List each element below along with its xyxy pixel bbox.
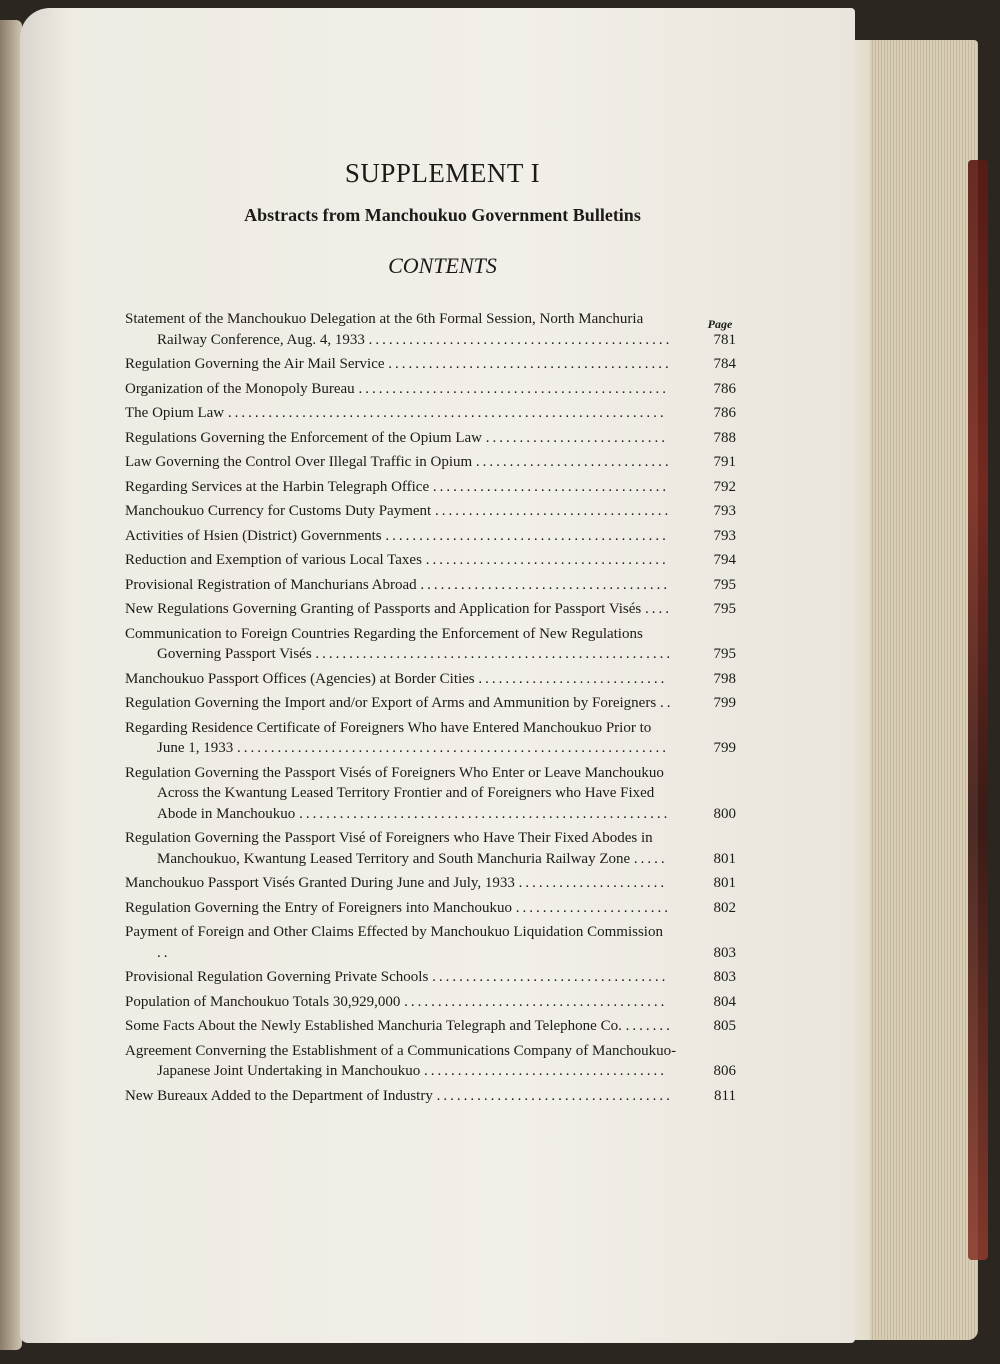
contents-entry [125,309,740,350]
entry-title-text: Some Facts About the Newly Established Manchuria Telegraph and Telephone Co. [125,1018,622,1034]
entry-title-text: Payment of Foreign and Other Claims Effected by Manchoukuo Liquidation Commission [125,924,663,940]
page-stack-edges [840,40,978,1340]
entry-page-number: 801 [713,850,736,867]
dot-leader: .................................... [424,1063,668,1079]
entry-title-text: Regulation Governing the Import and/or Export of Arms and Ammunition by Foreigners [125,695,657,711]
entry-page-number: 795 [713,576,736,593]
entry-title [125,1041,680,1082]
entry-title [125,379,680,400]
entry-page-number: 803 [713,969,736,985]
contents-entry [125,873,740,894]
entry-title-text: Regulations Governing the Enforcement of the Opium Law [125,429,482,446]
entry-title [125,452,680,473]
entry-title-text: New Regulations Governing Granting of Passports and Application for Passport Visés [125,601,642,617]
entry-title [125,873,680,894]
entry-page-number: 803 [713,944,736,961]
contents-entry [125,354,740,375]
dot-leader: ................................................................ [237,740,669,756]
entry-page-number: 793 [713,527,736,544]
dot-leader: ..................................................... [315,646,674,662]
contents-entry [125,526,740,547]
dot-leader: .. [157,944,171,961]
entry-title [125,922,680,963]
supplement-subheading: Abstracts from Manchoukuo Government Bulletins [244,205,641,225]
entry-title-text: Manchoukuo Passport Visés Granted During June and July, 1933 [125,875,515,891]
entry-title-text: Organization of the Monopoly Bureau [125,380,355,397]
entry-title [125,967,680,988]
page-content [125,158,740,1110]
entry-title-text: Provisional Regulation Governing Private Schools [125,969,429,985]
dot-leader: ................................................................. [227,405,667,421]
entry-page-number: 795 [713,601,736,617]
entry-page-number: 788 [713,429,736,446]
contents-entry [125,452,740,473]
entry-title [125,718,680,759]
entry-title [125,575,680,596]
contents-entry [125,967,740,988]
entry-title-text: Provisional Registration of Manchurians Abroad [125,576,417,593]
entry-page-number: 786 [713,380,736,397]
entry-title-text: Reduction and Exemption of various Local Taxes [125,552,422,568]
contents-entry [125,763,740,825]
entry-title-text: Regulation Governing the Passport Visé of Foreigners who Have Their Fixed Abodes in Manchoukuo, Kwantung Leased Territory and South Manchuria Railway Zone [125,830,653,867]
dot-leader: ....................... [515,899,672,916]
entry-title [125,526,680,547]
dot-leader: .......................................... [385,527,669,544]
contents-entry [125,1086,740,1107]
entry-title-text: Manchoukuo Passport Offices (Agencies) at Border Cities [125,670,475,687]
dot-leader: ....... [625,1018,673,1034]
entry-page-number: 798 [713,670,736,687]
contents-entry [125,669,740,690]
contents-entry [125,1016,740,1037]
dot-leader: .................................... [425,552,669,568]
dot-leader: ........................... [485,429,668,446]
entry-title-text: Manchoukuo Currency for Customs Duty Payment [125,503,432,519]
contents-entry [125,693,740,714]
dot-leader: ............................ [478,670,668,687]
dot-leader: ................................... [436,1087,673,1104]
contents-title: CONTENTS [388,253,497,278]
entry-page-number: 786 [713,405,736,421]
entry-title-text: Regulation Governing the Entry of Foreigners into Manchoukuo [125,899,513,916]
contents-entry [125,599,740,620]
entry-page-number: 805 [713,1018,736,1034]
entry-title-text: New Bureaux Added to the Department of Industry [125,1087,433,1104]
entry-title [125,1086,680,1107]
entry-title-text: Regulation Governing the Passport Visés of Foreigners Who Enter or Leave Manchoukuo Across the Kwantung Leased Territory Frontier and of Foreigners who Have Fixed Abode in Manchoukuo [125,764,664,822]
entry-title [125,477,680,498]
entry-title-text: Law Governing the Control Over Illegal Traffic in Opium [125,454,473,470]
dot-leader: .............................................. [358,380,669,397]
entry-page-number: 792 [713,478,736,495]
supplement-heading: SUPPLEMENT I [344,158,541,188]
entry-page-number: 801 [713,875,736,891]
entry-title-text: The Opium Law [125,405,225,421]
entry-page-number: 799 [713,695,736,711]
book-cover-edge [968,160,988,1260]
contents-entry [125,992,740,1013]
dot-leader: ....................................... [404,993,668,1010]
entry-title [125,550,680,571]
entry-page-number: 781 [713,331,736,348]
contents-entry [125,379,740,400]
entry-page-number: 793 [713,503,736,519]
entry-page-number: 804 [713,993,736,1010]
dot-leader: .... [645,601,673,617]
entry-title [125,403,680,424]
entry-page-number: 784 [713,356,736,372]
left-page-edge [0,20,22,1350]
contents-entry [125,403,740,424]
dot-leader: ....................................................... [299,805,671,822]
entry-title [125,693,680,714]
contents-entry [125,550,740,571]
entry-title [125,763,680,825]
entry-title-text: Population of Manchoukuo Totals 30,929,000 [125,993,401,1010]
entry-title-text: Agreement Converning the Establishment of a Communications Company of Manchoukuo-Japanese Joint Undertaking in Manchoukuo [125,1042,677,1079]
entry-title [125,898,680,919]
entry-title [125,501,680,522]
dot-leader: .......................................... [388,356,672,372]
entry-page-number: 791 [713,454,736,470]
entry-title-text: Activities of Hsien (District) Governments [125,527,382,544]
entry-title-text: Regarding Services at the Harbin Telegraph Office [125,478,430,495]
entry-title [125,309,680,350]
contents-list [125,309,740,1106]
contents-entry [125,898,740,919]
entry-title [125,354,680,375]
entry-title [125,599,680,620]
entry-title-text: Regulation Governing the Air Mail Service [125,356,385,372]
entry-page-number: 794 [713,552,736,568]
entry-title [125,1016,680,1037]
dot-leader: ...................... [518,875,668,891]
contents-entry [125,501,740,522]
entry-title-text: Statement of the Manchoukuo Delegation at the 6th Formal Session, North Manchuria Railway Conference, Aug. 4, 1933 [125,311,644,348]
entry-page-number: 806 [713,1063,736,1079]
contents-entry [125,828,740,869]
entry-page-number: 795 [713,646,736,662]
entry-title [125,828,680,869]
dot-leader: .. [659,695,674,711]
contents-entry [125,575,740,596]
entry-title-text: Regarding Residence Certificate of Foreigners Who have Entered Manchoukuo Prior to June 1, 1933 [125,719,652,756]
dot-leader: ..................................... [420,576,671,593]
entry-page-number: 800 [713,805,736,822]
contents-entry [125,922,740,963]
contents-entry [125,624,740,665]
dot-leader: ............................................. [368,331,673,348]
dot-leader: ................................... [432,478,670,495]
entry-page-number: 799 [713,740,736,756]
page-column-header: Page [707,317,733,331]
entry-title [125,992,680,1013]
contents-entry [125,428,740,449]
entry-title [125,669,680,690]
dot-leader: ..... [633,850,668,867]
contents-entry [125,718,740,759]
entry-title-text: Communication to Foreign Countries Regarding the Enforcement of New Regulations Governing Passport Visés [125,625,643,662]
entry-title [125,428,680,449]
entry-page-number: 802 [713,899,736,916]
entry-page-number: 811 [714,1087,736,1104]
entry-title [125,624,680,665]
contents-entry [125,477,740,498]
dot-leader: ................................... [432,969,669,985]
book-page [20,8,855,1343]
dot-leader: ............................. [475,454,672,470]
contents-entry [125,1041,740,1082]
dot-leader: ................................... [434,503,672,519]
